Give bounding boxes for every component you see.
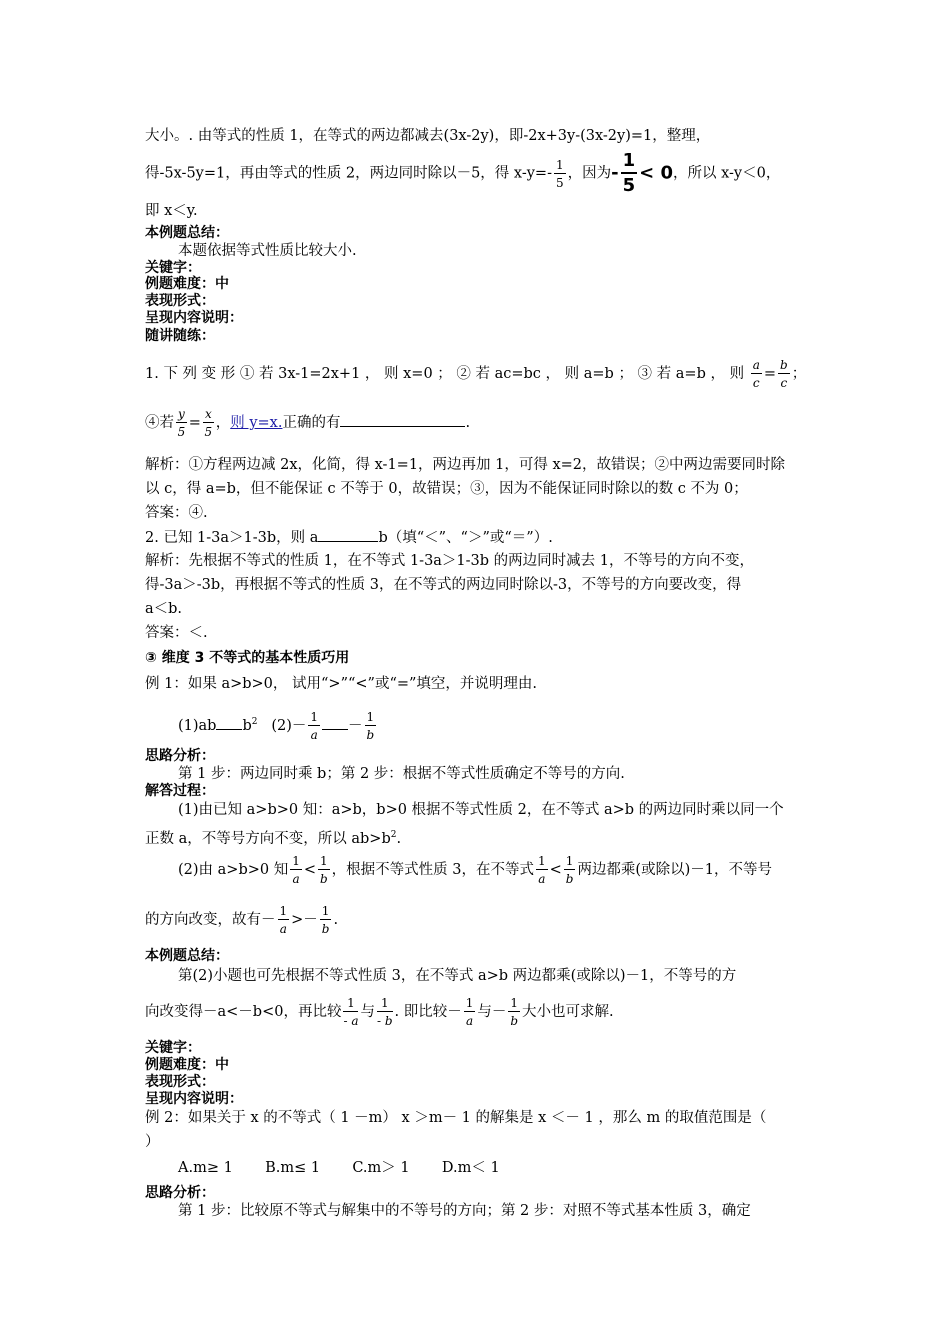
minus-sign: - <box>611 162 619 184</box>
text-span: 得-5x-5y=1，再由等式的性质 2，两边同时除以－5，得 x-y=- <box>145 165 552 182</box>
question-line <box>145 527 553 548</box>
text-span: (1)ab <box>178 717 217 734</box>
text-span: b <box>242 717 252 734</box>
section-label: 呈现内容说明： <box>145 310 243 326</box>
equals-sign: = <box>188 415 201 431</box>
denominator: 5 <box>555 175 564 190</box>
text-span: 正确的有 <box>282 415 341 431</box>
less-than-zero: < 0 <box>639 162 673 184</box>
text-line <box>145 898 338 942</box>
fraction <box>308 711 320 741</box>
numerator: b <box>780 358 788 372</box>
section-label: 呈现内容说明： <box>145 1091 243 1107</box>
denominator: a <box>538 872 546 886</box>
text-span: 两边都乘(或除以)－1，不等号 <box>577 862 772 878</box>
denominator: a <box>279 922 287 936</box>
fraction <box>343 997 358 1027</box>
text-line: a＜b. <box>145 601 183 617</box>
fraction <box>536 855 548 885</box>
question-line <box>145 354 806 394</box>
denominator: b <box>366 727 375 742</box>
numerator: 1 <box>538 854 546 868</box>
text-line: ） <box>145 1134 160 1150</box>
text-line: 解析：先根据不等式的性质 1，在不等式 1-3a＞1-3b 的两边同时减去 1，不等号的方向不变， <box>145 553 755 569</box>
section-title: ③ 维度 3 不等式的基本性质巧用 <box>145 650 350 666</box>
numerator: 1 <box>621 152 638 174</box>
text-span: ④若 <box>145 415 174 431</box>
section-label: 本例题总结： <box>145 225 229 241</box>
denominator: c <box>752 376 760 390</box>
fraction <box>621 152 638 195</box>
text-span: 与－ <box>477 1004 507 1020</box>
section-label: 解答过程： <box>145 783 215 799</box>
fraction <box>320 905 332 935</box>
equals-sign: = <box>763 366 776 382</box>
numerator: 1 <box>343 997 358 1012</box>
text-line <box>145 152 780 194</box>
text-span: ； <box>791 366 807 382</box>
text-line: 答案：④. <box>145 505 208 521</box>
section-label: 例题难度：中 <box>145 1057 229 1073</box>
denominator: b <box>321 922 330 936</box>
fraction <box>508 997 520 1027</box>
denominator: c <box>780 376 788 390</box>
section-label: 思路分析： <box>145 748 215 764</box>
text-span: . <box>333 912 339 928</box>
text-span: 向改变得－a<－b<0，再比较 <box>145 1004 342 1020</box>
options-line: A.m≥ 1 B.m≤ 1 C.m＞ 1 D.m＜ 1 <box>178 1160 500 1176</box>
question-line <box>145 403 470 443</box>
text-line: 大小。. 由等式的性质 1，在等式的两边都减去(3x-2y)，即-2x+3y-(3x-2y)=1，整理， <box>145 128 711 144</box>
text-span: 的方向改变，故有－ <box>145 912 276 928</box>
section-label: 思路分析： <box>145 1185 215 1201</box>
text-line: 第 1 步：两边同时乘 b；第 2 步：根据不等式性质确定不等号的方向. <box>178 766 625 782</box>
fraction <box>203 408 214 438</box>
inline-link[interactable]: 则 y=x. <box>230 415 283 431</box>
text-span: (2)－ <box>271 717 307 734</box>
superscript: 2 <box>251 717 258 727</box>
numerator: 1 <box>292 854 300 868</box>
answer-blank <box>322 715 348 730</box>
denominator: b <box>565 872 574 886</box>
denominator: 5 <box>622 175 636 196</box>
denominator: a <box>292 872 300 886</box>
superscript: 2 <box>390 830 397 840</box>
section-label: 本例题总结： <box>145 948 229 964</box>
text-span: 1. 下 列 变 形 ① 若 3x-1=2x+1 ， 则 x=0 ； ② 若 ac=bc ， 则 a=b ； ③ 若 a=b ， 则 <box>145 366 745 382</box>
numerator: 1 <box>565 854 574 868</box>
text-span: . <box>396 830 402 847</box>
denominator: b <box>319 872 328 886</box>
text-line: 本题依据等式性质比较大小. <box>178 243 357 259</box>
text-line: 解析：①方程两边减 2x，化简，得 x-1=1，两边再加 1，可得 x=2，故错误；②中两边需要同时除 <box>145 457 786 473</box>
section-label: 关键字： <box>145 1040 201 1056</box>
fraction <box>564 855 576 885</box>
denominator: 5 <box>177 425 186 439</box>
fraction <box>365 711 377 741</box>
numerator: 1 <box>320 854 328 868</box>
section-label: 表现形式： <box>145 293 215 309</box>
denominator: a <box>466 1014 474 1028</box>
text-span: 2. 已知 1-3a＞1-3b，则 a <box>145 530 319 546</box>
text-line: (1)由已知 a>b>0 知：a>b，b>0 根据不等式性质 2，在不等式 a>b 的两边同时乘以同一个 <box>178 802 784 818</box>
answer-blank <box>340 412 465 427</box>
section-label: 关键字： <box>145 260 201 276</box>
text-line: 第(2)小题也可先根据不等式性质 3，在不等式 a>b 两边都乘(或除以)－1，不等号的方 <box>178 968 737 984</box>
fraction <box>778 359 790 389</box>
text-span: >－ <box>291 912 318 928</box>
text-line <box>178 700 378 744</box>
fraction <box>751 359 762 389</box>
text-span: b（填“＜”、“＞”或“＝”）. <box>378 530 553 546</box>
text-span: ，所以 x-y＜0， <box>673 165 781 182</box>
numerator: x <box>204 407 212 421</box>
fraction <box>278 905 290 935</box>
numerator: a <box>752 358 760 372</box>
numerator: 1 <box>555 157 564 172</box>
text-line: 得-3a＞-3b，再根据不等式的性质 3，在不等式的两边同时除以-3，不等号的方向要改变，得 <box>145 577 742 593</box>
fraction <box>318 855 330 885</box>
text-span: . <box>465 415 471 431</box>
numerator: y <box>178 407 185 421</box>
text-line <box>145 990 614 1034</box>
numerator: 1 <box>510 996 519 1010</box>
text-span: 正数 a，不等号方向不变，所以 ab>b <box>145 830 391 847</box>
denominator: b <box>510 1014 519 1028</box>
text-span: (2)由 a>b>0 知 <box>178 862 289 878</box>
fraction <box>176 408 187 438</box>
denominator: - a <box>343 1014 359 1028</box>
numerator: 1 <box>377 997 393 1012</box>
answer-blank <box>318 527 378 542</box>
numerator: 1 <box>366 709 375 724</box>
fraction <box>377 997 393 1027</box>
text-line <box>145 825 401 849</box>
text-line: 第 1 步：比较原不等式与解集中的不等号的方向；第 2 步：对照不等式基本性质 3，确定 <box>178 1203 751 1219</box>
text-span: 大小也可求解. <box>522 1004 614 1020</box>
text-span: . 即比较－ <box>394 1004 462 1020</box>
text-line: 答案：＜. <box>145 625 208 641</box>
fraction <box>554 159 566 189</box>
text-line: 以 c，得 a=b，但不能保证 c 不等于 0，故错误；③，因为不能保证同时除以的数 c 不为 0； <box>145 481 748 497</box>
text-line: 例 1：如果 a>b>0， 试用“>”“<”或“=”填空，并说明理由. <box>145 676 538 692</box>
denominator: a <box>310 727 318 742</box>
text-line: 例 2：如果关于 x 的不等式（ 1 －m） x ＞m－ 1 的解集是 x ＜－ 1 ，那么 m 的取值范围是（ <box>145 1110 767 1126</box>
text-span: ， <box>215 415 231 431</box>
numerator: 1 <box>465 996 474 1010</box>
text-line <box>178 848 772 892</box>
section-label: 例题难度：中 <box>145 276 229 292</box>
answer-blank <box>216 715 242 730</box>
text-span: 与 <box>360 1004 375 1020</box>
denominator: 5 <box>204 425 213 439</box>
less-than: < <box>303 862 317 878</box>
text-span: ，根据不等式性质 3，在不等式 <box>331 862 534 878</box>
text-line: 即 x＜y. <box>145 203 198 219</box>
numerator: 1 <box>279 904 288 918</box>
numerator: 1 <box>310 709 319 724</box>
text-span: ，因为 <box>567 165 612 182</box>
section-label: 表现形式： <box>145 1074 215 1090</box>
text-span: － <box>348 717 363 734</box>
denominator: - b <box>376 1014 393 1028</box>
section-label: 随讲随练： <box>145 328 215 344</box>
numerator: 1 <box>321 904 330 918</box>
fraction <box>464 997 476 1027</box>
fraction <box>290 855 302 885</box>
less-than: < <box>549 862 562 878</box>
